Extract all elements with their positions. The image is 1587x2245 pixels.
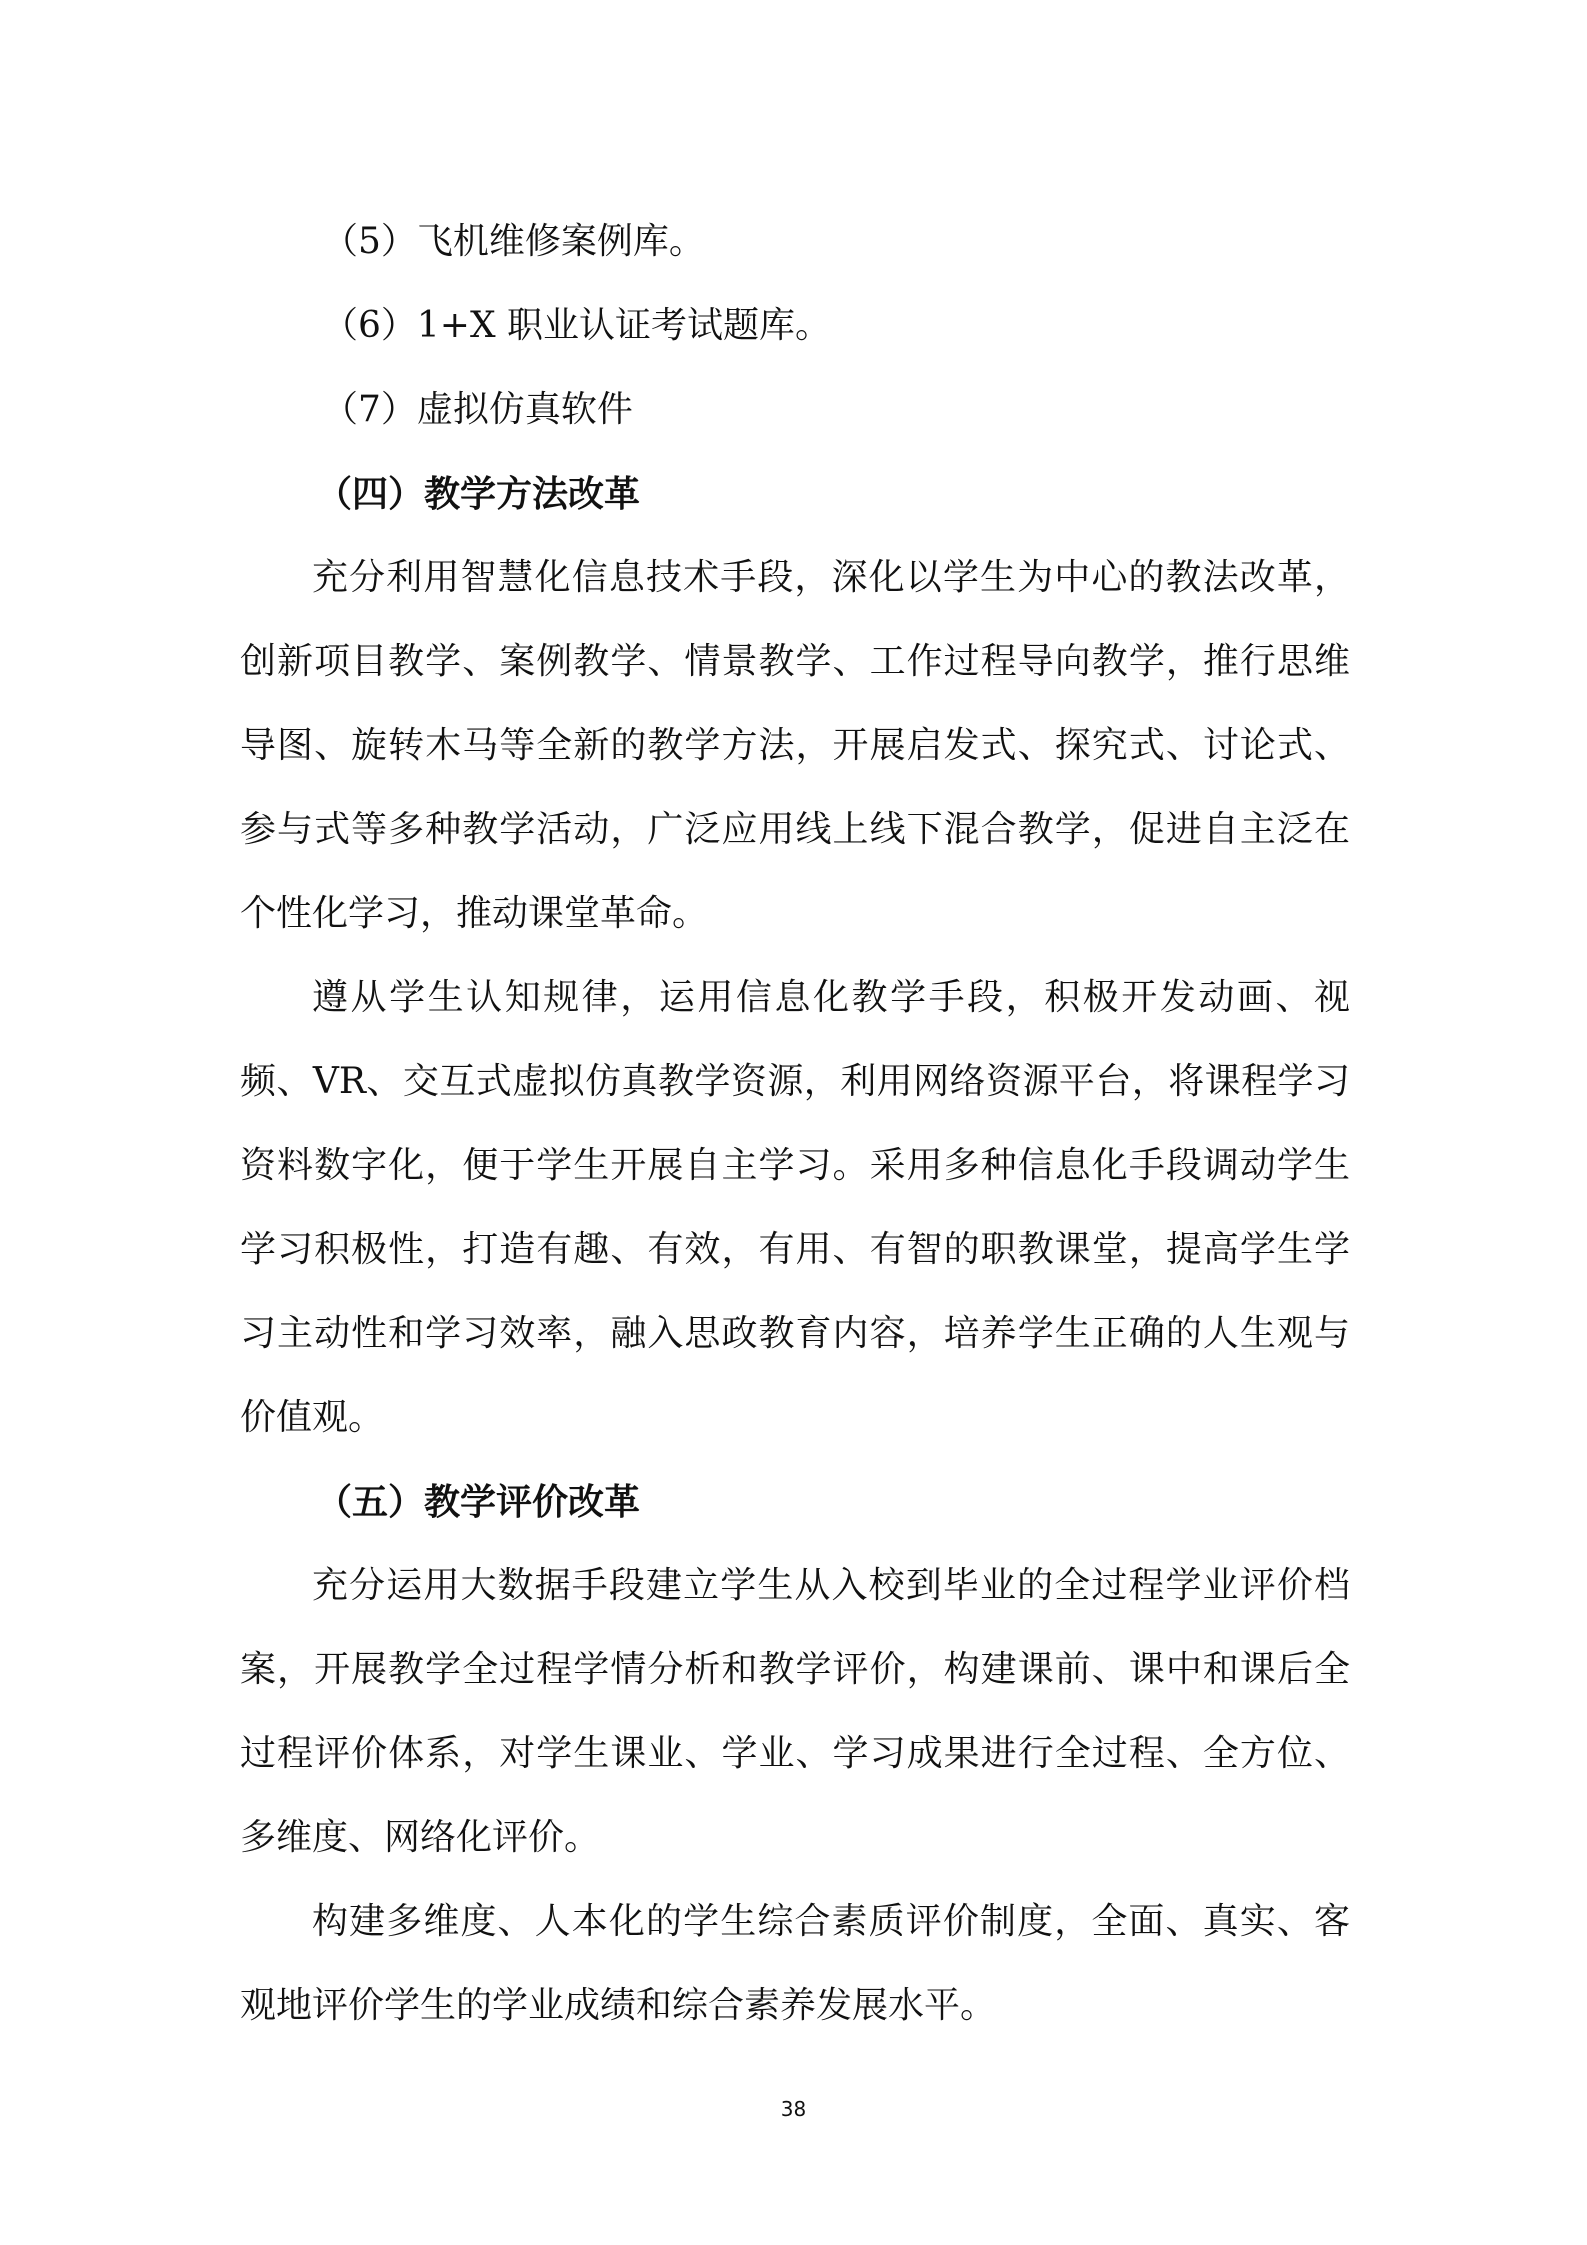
page-body bbox=[240, 200, 1350, 2048]
list-item-7: （7）虚拟仿真软件 bbox=[322, 389, 633, 430]
section-heading-teaching-methods: （四）教学方法改革 bbox=[316, 473, 641, 515]
list-item-5: （5）飞机维修案例库。 bbox=[322, 221, 705, 262]
paragraph-teaching-methods-2: 遵从学生认知规律，运用信息化教学手段，积极开发动画、视频、VR、交互式虚拟仿真教学资源，利用网络资源平台，将课程学习资料数字化，便于学生开展自主学习。采用多种信息化手段调动学生学习积极性，打造有趣、有效，有用、有智的职教课堂，提高学生学习主动性和学习效率，融入思政教育内容，培养学生正确的人生观与价值观。 bbox=[240, 977, 1350, 1438]
page-number: 38 bbox=[780, 2097, 807, 2121]
paragraph-teaching-methods-1: 充分利用智慧化信息技术手段，深化以学生为中心的教法改革，创新项目教学、案例教学、情景教学、工作过程导向教学，推行思维导图、旋转木马等全新的教学方法，开展启发式、探究式、讨论式、参与式等多种教学活动，广泛应用线上线下混合教学，促进自主泛在个性化学习，推动课堂革命。 bbox=[240, 557, 1350, 934]
section-heading-teaching-evaluation: （五）教学评价改革 bbox=[316, 1481, 641, 1523]
list-item-6: （6）1+X 职业认证考试题库。 bbox=[322, 305, 832, 346]
paragraph-teaching-evaluation-2: 构建多维度、人本化的学生综合素质评价制度，全面、真实、客观地评价学生的学业成绩和综合素养发展水平。 bbox=[240, 1901, 1350, 2026]
paragraph-teaching-evaluation-1: 充分运用大数据手段建立学生从入校到毕业的全过程学业评价档案，开展教学全过程学情分析和教学评价，构建课前、课中和课后全过程评价体系，对学生课业、学业、学习成果进行全过程、全方位、多维度、网络化评价。 bbox=[240, 1565, 1350, 1858]
